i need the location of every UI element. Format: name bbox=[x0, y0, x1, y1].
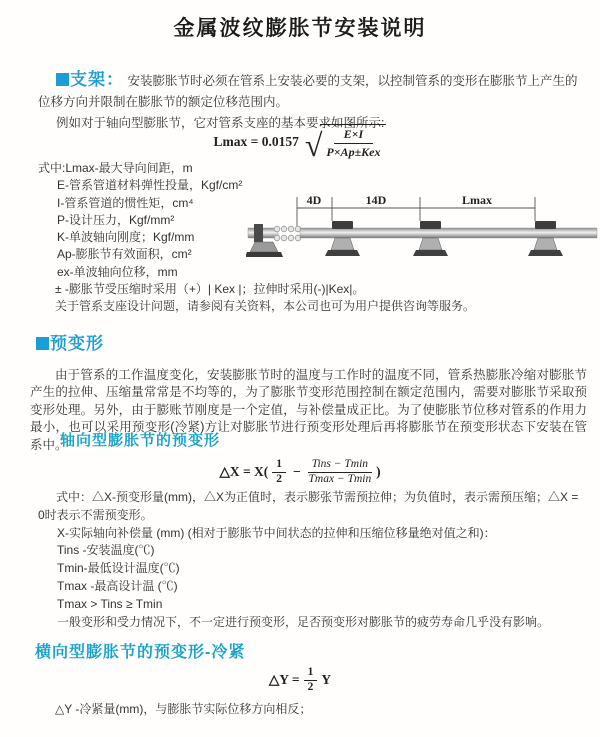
radicand-denominator: P×Ap±Kex bbox=[326, 145, 381, 159]
definition-line: ex-单波轴向位移，mm bbox=[57, 264, 178, 279]
definition-line: Ap-膨胀节有效面积，cm² bbox=[57, 247, 192, 262]
axial-formula-lhs: △X = X( bbox=[219, 464, 269, 480]
sqrt-radicand bbox=[320, 124, 386, 160]
lmax-formula bbox=[0, 124, 600, 163]
definition-line: 关于管系支座设计问题，请参阅有关资料，本公司也可为用户提供咨询等服务。 bbox=[55, 299, 476, 314]
axial-formula-rhs: ) bbox=[376, 464, 381, 480]
note-line: X-实际轴向补偿量 (mm) (相对于膨胀节中间状态的拉伸和压缩位移量绝对值之和)： bbox=[57, 525, 496, 540]
definition-line: E-管系管道材料弹性投量，Kgf/cm² bbox=[57, 178, 243, 193]
axial-notes-list bbox=[38, 489, 584, 631]
note-line: 一般变形和受力情况下，不一定进行预变形，足否预变形对膨胀节的疲劳寿命几乎没有影响。 bbox=[57, 614, 550, 629]
predeform-section-heading bbox=[36, 329, 104, 354]
fraction-one-half: 1 2 bbox=[272, 458, 286, 487]
note-line: Tmax > Tins ≥ Tmin bbox=[57, 596, 163, 611]
sqrt-radical bbox=[304, 124, 387, 163]
fraction-temperature-ratio: Tins − Tmin Tmax − Tmin bbox=[308, 458, 372, 485]
lateral-formula-lhs: △Y = bbox=[268, 672, 300, 688]
support-intro-paragraph bbox=[38, 69, 584, 113]
note-line: Tins -安装温度(℃) bbox=[57, 543, 155, 558]
support-spacing-diagram bbox=[246, 192, 598, 275]
section-marker-icon bbox=[36, 337, 49, 350]
definition-line: 式中:Lmax-最大导向间距，m bbox=[38, 161, 193, 175]
support-example-line: 例如对于轴向型膨胀节，它对管系支座的基本要求如图所示: bbox=[56, 115, 385, 130]
guide-support bbox=[528, 221, 563, 256]
dim-label-4d: 4D bbox=[306, 193, 322, 207]
page-title: 金属波纹膨胀节安装说明 bbox=[173, 17, 427, 40]
axial-formula bbox=[0, 458, 600, 487]
note-line: Tmin-最低设计温度(℃) bbox=[57, 561, 180, 576]
axial-subheading: 轴向型膨胀节的预变形 bbox=[60, 432, 221, 449]
lateral-formula-rhs: Y bbox=[321, 672, 332, 688]
support-section-heading bbox=[56, 69, 124, 89]
predeform-body-paragraph: 由于管系的工作温度变化，安装膨胀节时的温度与工作时的温度不同，管系热膨胀冷缩对膨胀节产生的拉伸、压缩量常常是不均等的，为了膨胀节变形范围控制在额定范围内，需要对膨胀节采取预变形处理。另外，由于膨账节刚度是一个定值，与补偿量成正比。为了使膨胀节位移对管系的作用力最小，也可以采用预变形(冷紧)方让对膨胀节进行预变形处理后再将膨胀节在预变形状态下安装在管系中。 bbox=[30, 367, 587, 452]
radicand-numerator: E×I bbox=[334, 127, 374, 144]
lateral-formula bbox=[0, 666, 600, 695]
lmax-formula-prefix: Lmax = 0.0157 bbox=[213, 134, 299, 149]
support-section-label: 支架： bbox=[70, 69, 124, 89]
support-intro-text: 安装膨胀节时必须在管系上安装必要的支架，以控制管系的变形在膨胀节上产生的位移方向并限制在膨胀节的额定位移范围内。 bbox=[38, 73, 578, 109]
definition-line: P-设计压力，Kgf/mm² bbox=[57, 212, 175, 227]
minus-operator: − bbox=[293, 464, 301, 480]
dim-label-lmax: Lmax bbox=[462, 193, 492, 207]
pipe-diagram-svg bbox=[246, 192, 598, 270]
sqrt-sign-icon: √ bbox=[304, 127, 323, 163]
fraction-one-half: $\frac{1}{2}$ bbox=[304, 666, 318, 695]
definition-line: ± -膨胀节受压缩时采用（+）| Kex |；拉伸时采用(-)|Kex|。 bbox=[55, 282, 365, 297]
lateral-note: △Y -冷紧量(mm)，与膨胀节实际位移方向相反； bbox=[55, 702, 312, 716]
guide-support bbox=[413, 221, 448, 256]
definition-line: I-管系管道的惯性矩，cm⁴ bbox=[57, 195, 194, 210]
pipe bbox=[300, 228, 597, 238]
predeform-section-label: 预变形 bbox=[50, 334, 104, 353]
note-line: Tmax -最高设计温 (℃) bbox=[57, 578, 178, 593]
section-marker-icon bbox=[56, 73, 69, 86]
dim-label-14d: 14D bbox=[365, 193, 387, 207]
note-line: 式中：△X-预变形量(mm)，△X为正值时，表示膨张节需预拉伸；为负值时，表示需预压缩；△X = 0时表示不需预变形。 bbox=[38, 490, 579, 522]
lateral-subheading: 横向型膨胀节的预变形-冷紧 bbox=[35, 644, 246, 661]
definition-line: K-单波轴向刚度；Kgf/mm bbox=[57, 230, 195, 245]
guide-support bbox=[325, 221, 360, 256]
